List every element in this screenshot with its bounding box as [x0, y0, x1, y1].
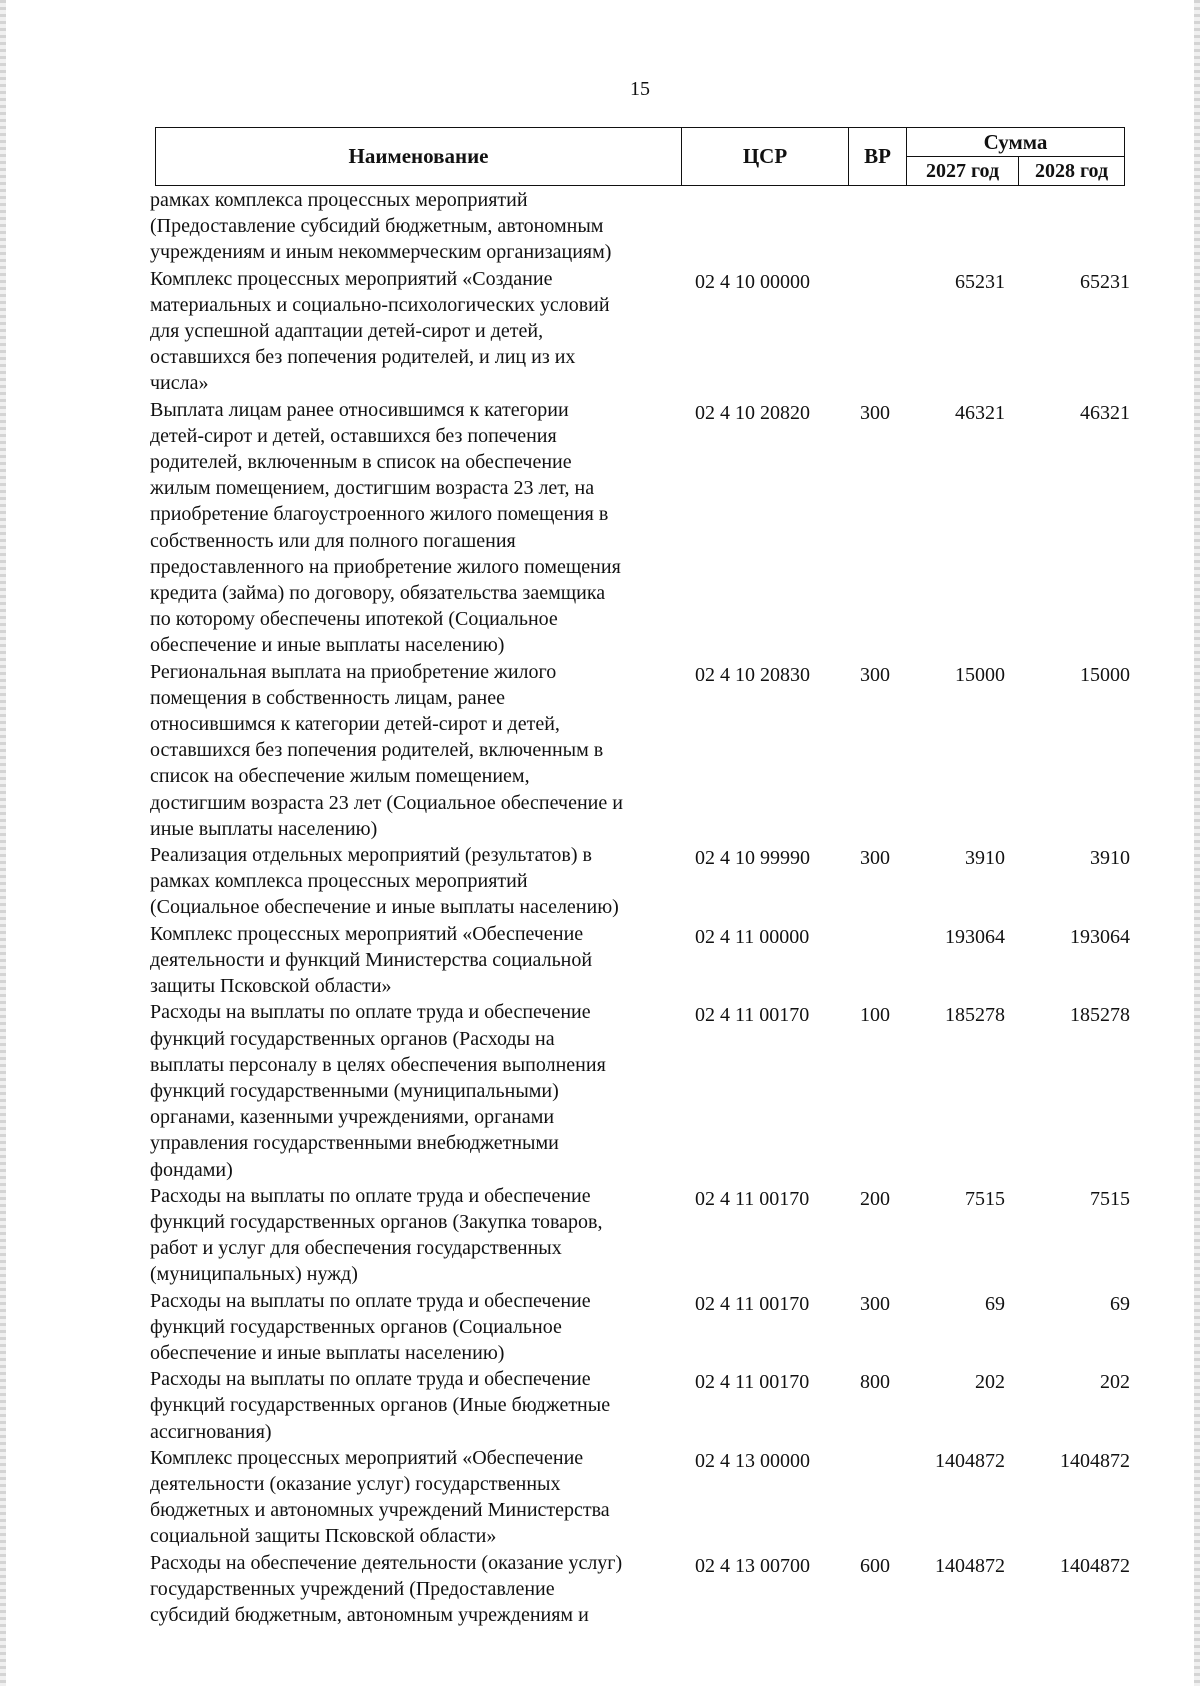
row-name: Расходы на выплаты по оплате труда и обеспечение функций государственных органов (Иные бюджетные ассигнования) [150, 1368, 611, 1443]
row-amount-2028: 15000 [1080, 663, 1130, 686]
row-amount-2027: 15000 [955, 663, 1005, 686]
table-body [150, 187, 1130, 1628]
row-csr-code: 02 4 11 00000 [695, 925, 810, 948]
row-vr-code: 300 [860, 663, 890, 686]
row-csr-code: 02 4 13 00000 [695, 1449, 810, 1472]
page-number: 15 [630, 78, 650, 100]
row-csr-code: 02 4 10 20830 [695, 663, 810, 686]
row-amount-2027: 1404872 [935, 1449, 1005, 1472]
row-name: рамках комплекса процессных мероприятий (Предоставление субсидий бюджетным, автономным учреждениям и иным некоммерческим организациям) [150, 189, 612, 264]
row-vr-code: 800 [860, 1371, 890, 1394]
row-name: Комплекс процессных мероприятий «Обеспечение деятельности (оказание услуг) государственных бюджетных и автономных учреждений Министерства социальной защиты Псковской области» [150, 1446, 610, 1548]
row-vr-code: 300 [860, 847, 890, 870]
header-name: Наименование [156, 128, 682, 186]
table-row [150, 1550, 1130, 1629]
row-name: Расходы на выплаты по оплате труда и обеспечение функций государственных органов (Социальное обеспечение и иные выплаты населению) [150, 1289, 591, 1364]
table-row [150, 1183, 1130, 1288]
scan-edge-right [1194, 0, 1200, 1686]
row-amount-2027: 193064 [945, 925, 1005, 948]
row-csr-code: 02 4 10 99990 [695, 847, 810, 870]
row-amount-2028: 46321 [1080, 401, 1130, 424]
row-amount-2027: 1404872 [935, 1554, 1005, 1577]
row-csr-code: 02 4 10 00000 [695, 270, 810, 293]
row-name: Выплата лицам ранее относившимся к категории детей-сирот и детей, оставшихся без попечения родителей, включенным в список на обеспечение жилым помещением, достигшим возраста 23 лет, на приобретение благоустроенного жилого помещения в собственность или для полного погашения предоставленного на приобретение жилого помещения кредита (займа) по договору, обязательства заемщика по которому обеспечены ипотекой (Социальное обеспечение и иные выплаты населению) [150, 398, 621, 657]
row-amount-2028: 65231 [1080, 270, 1130, 293]
row-csr-code: 02 4 11 00170 [695, 1004, 810, 1027]
row-csr-code: 02 4 11 00170 [695, 1292, 810, 1315]
row-amount-2028: 185278 [1070, 1004, 1130, 1027]
row-amount-2027: 46321 [955, 401, 1005, 424]
table-row [150, 921, 1130, 1000]
header-csr: ЦСР [682, 128, 849, 186]
row-amount-2028: 202 [1100, 1371, 1130, 1394]
table-row [150, 1445, 1130, 1550]
row-amount-2028: 3910 [1090, 847, 1130, 870]
row-amount-2028: 7515 [1090, 1187, 1130, 1210]
row-amount-2027: 3910 [965, 847, 1005, 870]
row-amount-2027: 69 [985, 1292, 1005, 1315]
row-csr-code: 02 4 10 20820 [695, 401, 810, 424]
row-amount-2028: 69 [1110, 1292, 1130, 1315]
row-amount-2027: 7515 [965, 1187, 1005, 1210]
row-vr-code: 300 [860, 401, 890, 424]
row-name: Реализация отдельных мероприятий (результатов) в рамках комплекса процессных мероприятий (Социальное обеспечение и иные выплаты населению) [150, 844, 619, 919]
row-vr-code: 100 [860, 1004, 890, 1027]
row-vr-code: 200 [860, 1187, 890, 1210]
row-amount-2027: 202 [975, 1371, 1005, 1394]
row-name: Региональная выплата на приобретение жилого помещения в собственность лицам, ранее относившимся к категории детей-сирот и детей, оставшихся без попечения родителей, включенным в список на обеспечение жилым помещением, достигшим возраста 23 лет (Социальное обеспечение и иные выплаты населению) [150, 660, 623, 840]
row-vr-code: 300 [860, 1292, 890, 1315]
row-vr-code: 600 [860, 1554, 890, 1577]
row-amount-2028: 1404872 [1060, 1449, 1130, 1472]
header-vr: ВР [849, 128, 907, 186]
table-row [150, 999, 1130, 1182]
row-name: Комплекс процессных мероприятий «Обеспечение деятельности и функций Министерства социальной защиты Псковской области» [150, 922, 593, 998]
table-header [155, 127, 1125, 186]
header-year-2027: 2027 год [907, 157, 1019, 186]
table-row [150, 842, 1130, 921]
header-sum: Сумма [907, 128, 1125, 157]
table-row [150, 266, 1130, 397]
header-year-2028: 2028 год [1019, 157, 1125, 186]
table-row [150, 397, 1130, 659]
row-csr-code: 02 4 11 00170 [695, 1371, 810, 1394]
row-name: Комплекс процессных мероприятий «Создание материальных и социально-психологических условий для успешной адаптации детей-сирот и детей, оставшихся без попечения родителей, и лиц из их числа» [150, 267, 610, 395]
table-row [150, 659, 1130, 842]
table-row [150, 1366, 1130, 1445]
row-amount-2028: 1404872 [1060, 1554, 1130, 1577]
row-name: Расходы на выплаты по оплате труда и обеспечение функций государственных органов (Расходы на выплаты персоналу в целях обеспечения выполнения функций государственными (муниципальными) органами, казенными учреждениями, органами управления государственными внебюджетными фондами) [150, 1001, 606, 1181]
scan-edge-left [0, 0, 6, 1686]
row-amount-2028: 193064 [1070, 925, 1130, 948]
row-csr-code: 02 4 13 00700 [695, 1554, 810, 1577]
row-amount-2027: 185278 [945, 1004, 1005, 1027]
table-row [150, 187, 1130, 266]
row-amount-2027: 65231 [955, 270, 1005, 293]
row-csr-code: 02 4 11 00170 [695, 1187, 810, 1210]
row-name: Расходы на обеспечение деятельности (оказание услуг) государственных учреждений (Предоставление субсидий бюджетным, автономным учреждениям и [150, 1551, 623, 1626]
row-name: Расходы на выплаты по оплате труда и обеспечение функций государственных органов (Закупка товаров, работ и услуг для обеспечения государственных (муниципальных) нужд) [150, 1184, 603, 1286]
table-row [150, 1288, 1130, 1367]
